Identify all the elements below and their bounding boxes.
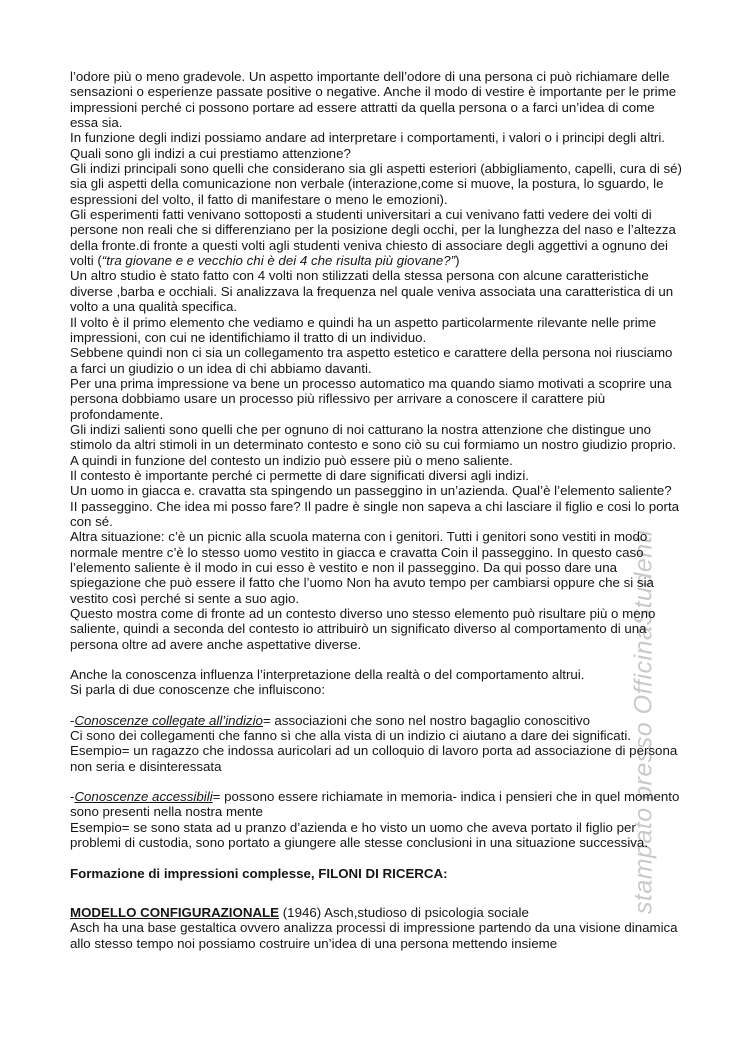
quote-italic: “tra giovane e e vecchio chi è dei 4 che risulta più giovane?” — [101, 253, 456, 269]
paragraph: Gli indizi principali sono quelli che considerano sia gli aspetti esteriori (abbigliamento, capelli, cura di sé) sia gli aspetti della comunicazione non verbale (interazione,come si muove, la postura, lo sguardo, le espressioni del volto, il fatto di manifestare o meno le emozioni). — [70, 161, 682, 207]
paragraph: Un altro studio è stato fatto con 4 volti non stilizzati della stessa persona con alcune caratteristiche diverse ,barba e occhiali. Si analizzava la frequenza nel quale veniva associata una caratteristica di un volto a una qualità specifica. — [70, 268, 674, 315]
paragraph-text: Gli esperimenti fatti venivano sottoposti a studenti universitari a cui venivano fatti vedere dei volti di persone non reali che si differenziano per la posizione degli occhi, per la lunghezza del naso e l’altezza della fronte.di fronte a questi volti agli studenti veniva chiesto di associare degli aggettivi a ognuno dei volti ( — [70, 207, 676, 269]
paragraph-text: = possono essere richiamate in memoria- indica i pensieri che in quel momento sono presenti nella nostra mente — [70, 789, 680, 820]
paragraph: Un uomo in giacca e. cravatta sta spingendo un passeggino in un’azienda. Qual’è l’elemento saliente? II passeggino. Che idea mi posso fare? Il padre è single non sapeva a chi lasciare il figlio e cosi lo porta con sé. — [70, 483, 680, 529]
blank-line — [70, 652, 682, 667]
paragraph: Quali sono gli indizi a cui prestiamo attenzione? — [70, 145, 351, 161]
paragraph — [70, 905, 682, 920]
paragraph-text: - — [70, 789, 75, 805]
paragraph: Per una prima impressione va bene un processo automatico ma quando siamo motivati a scoprire una persona dobbiamo usare un processo più riflessivo per arrivare a conoscere il carattere più profondamente. — [70, 375, 672, 422]
term-conoscenze-accessibili: Conoscenze accessibili — [74, 789, 213, 805]
paragraph: Asch ha una base gestaltica ovvero analizza processi di impressione partendo da una visione dinamica allo stesso tempo noi possiamo costruire un’idea di una persona mettendo insieme — [70, 920, 678, 951]
watermark-text: stampato presso OfficinaStudenti — [629, 529, 658, 915]
paragraph — [70, 713, 682, 728]
paragraph: Si parla di due conoscenze che influiscono: — [70, 682, 326, 698]
term-conoscenze-collegate: Conoscenze collegate all’indizio — [74, 712, 263, 728]
blank-line — [70, 774, 682, 789]
document-content — [70, 69, 682, 951]
paragraph: l’odore più o meno gradevole. Un aspetto importante dell’odore di una persona ci può richiamare delle sensazioni o esperienze passate positive o negative. Anche il modo di vestire è importante per le prime impressioni perché ci possono portare ad essere attratti da quella persona o a farci un’idea di come essa sia. — [70, 69, 677, 131]
paragraph-text: - — [70, 712, 75, 728]
paragraph: Anche la conoscenza influenza l’interpretazione della realtà o del comportamento altrui. — [70, 667, 585, 683]
paragraph: Questo mostra come di fronte ad un contesto diverso uno stesso elemento può risultare più o meno saliente, quindi a seconda del contesto io attribuirò un significato diverso al comportamento di una persona oltre ad avere anche aspettative diverse. — [70, 606, 656, 652]
paragraph-text: (1946) Asch,studioso di psicologia sociale — [279, 904, 529, 920]
paragraph-text: = associazioni che sono nel nostro bagaglio conoscitivo — [262, 712, 591, 728]
paragraph: Altra situazione: c’è un picnic alla scuola materna con i genitori. Tutti i genitori sono vestiti in modo normale mentre c’è lo stesso uomo vestito in giacca e cravatta Coin il passeggino. In questo caso l’elemento saliente è il modo in cui esso è vestito e non il passeggino. Da qui posso dare una spiegazione che può essere il fatto che l’uomo Non ha avuto tempo per cambiarsi oppure che si sia vestito così perché si sente a suo agio. — [70, 529, 654, 606]
paragraph: Ci sono dei collegamenti che fanno sì che alla vista di un indizio ci aiutano a dare dei significati. — [70, 728, 632, 744]
paragraph — [70, 789, 682, 820]
paragraph: In funzione degli indizi possiamo andare ad interpretare i comportamenti, i valori o i principi degli altri. — [70, 130, 665, 146]
section-heading-filoni-di-ricerca: Formazione di impressioni complesse, FILONI DI RICERCA: — [70, 865, 448, 881]
blank-line — [70, 698, 682, 713]
paragraph: Il volto è il primo elemento che vediamo e quindi ha un aspetto particolarmente rilevante nelle prime impressioni, con cui ne identifichiamo il tratto di un individuo. — [70, 314, 657, 345]
paragraph: Esempio= un ragazzo che indossa auricolari ad un colloquio di lavoro porta ad associazione di persona non seria e disinteressata — [70, 743, 678, 774]
blank-line — [70, 881, 682, 905]
heading-modello-configurazionale: MODELLO CONFIGURAZIONALE — [70, 904, 280, 920]
blank-line — [70, 851, 682, 866]
paragraph: Il contesto è importante perché ci permette di dare significati diversi agli indizi. — [70, 467, 529, 483]
paragraph — [70, 207, 682, 268]
paragraph: Sebbene quindi non ci sia un collegamento tra aspetto estetico e carattere della persona noi riusciamo a farci un giudizio o un idea di chi abbiamo davanti. — [70, 345, 673, 376]
paragraph-text: ) — [455, 253, 460, 269]
paragraph: Gli indizi salienti sono quelli che per ognuno di noi catturano la nostra attenzione che distingue uno stimolo da altri stimoli in un determinato contesto e sono ciò su cui formiamo un nostro giudizio proprio. A quindi in funzione del contesto un indizio può essere più o meno saliente. — [70, 421, 677, 468]
paragraph: Esempio= se sono stata ad u pranzo d’azienda e ho visto un uomo che aveva portato il figlio per problemi di custodia, sono portato a giungere alle stesse conclusioni in una situazione successiva. — [70, 819, 649, 851]
